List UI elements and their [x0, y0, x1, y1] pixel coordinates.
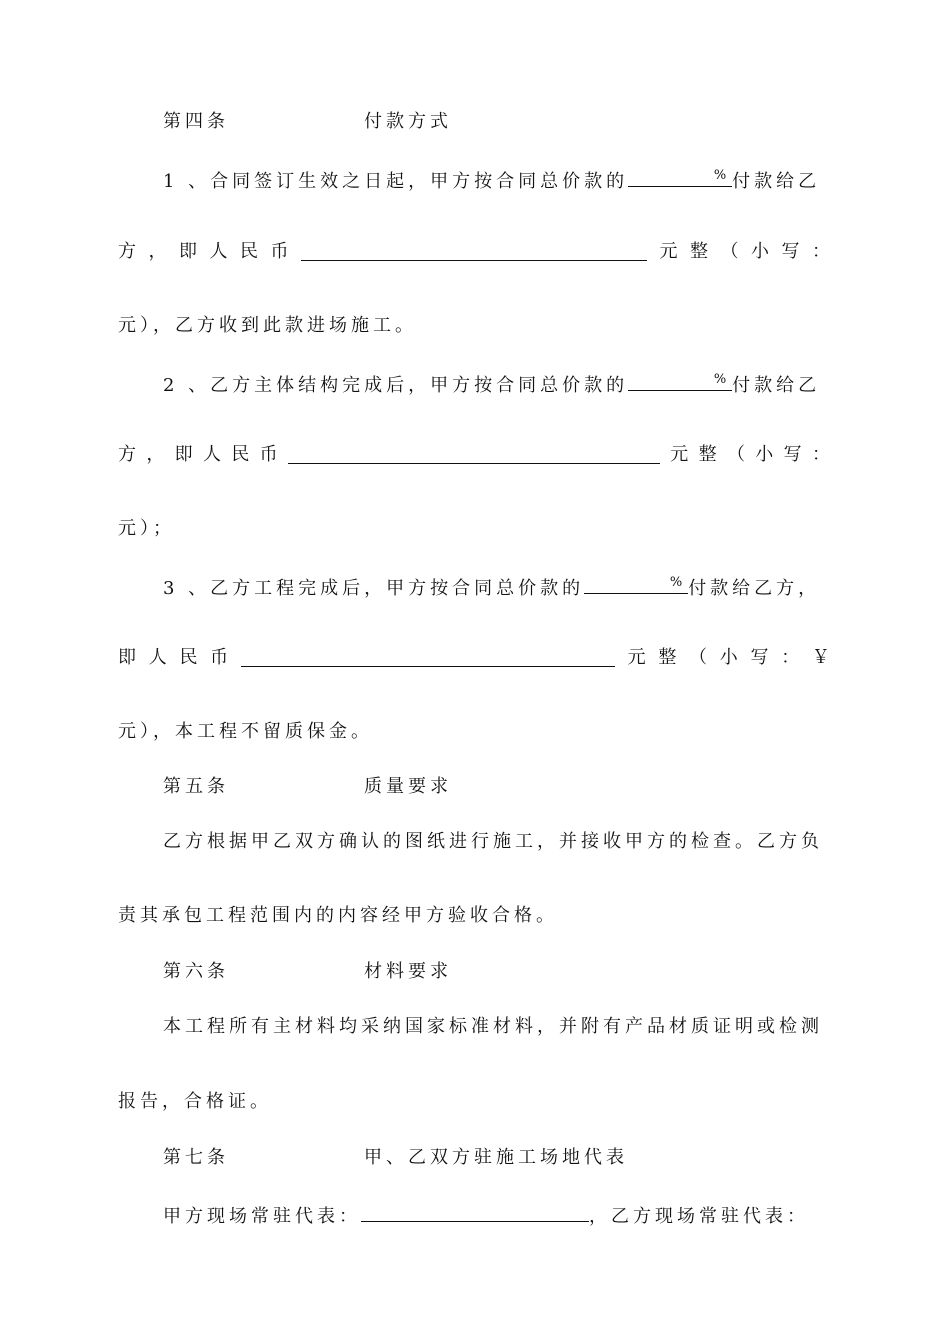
article6-para-line2: 报告，合格证。 — [118, 1091, 272, 1112]
article5-para-line1: 乙方根据甲乙双方确认的图纸进行施工，并接收甲方的检查。乙方负 — [163, 831, 823, 852]
article-title: 材料要求 — [364, 961, 452, 982]
article5-heading — [163, 775, 830, 799]
article6-heading — [163, 960, 830, 984]
representatives-line: 甲方现场常驻代表： ，乙方现场常驻代表： — [163, 1201, 830, 1229]
amount-blank[interactable] — [288, 443, 660, 464]
amount-blank[interactable] — [241, 646, 615, 667]
article-title: 甲、乙双方驻施工场地代表 — [364, 1147, 628, 1168]
article-number: 第七条 — [163, 1147, 229, 1168]
item3-line2: 即 人 民 币 元 整 （ 小 写 ： ￥ — [118, 647, 830, 668]
percent-blank[interactable]: % — [584, 573, 688, 594]
article-number: 第四条 — [163, 111, 229, 132]
item1-line3: 元），乙方收到此款进场施工。 — [118, 315, 417, 336]
yuan-symbol: ￥ — [811, 647, 830, 668]
article-title: 付款方式 — [364, 111, 452, 132]
article7-heading — [163, 1146, 830, 1170]
article5-para-line2: 责其承包工程范围内的内容经甲方验收合格。 — [118, 905, 558, 926]
amount-blank[interactable] — [301, 240, 647, 261]
item2-line3: 元）； — [118, 518, 175, 539]
item3-line1: 3 、乙方工程完成后，甲方按合同总价款的 % 付款给乙方， — [163, 575, 821, 599]
item3-line3: 元），本工程不留质保金。 — [118, 721, 373, 742]
article-title: 质量要求 — [364, 776, 452, 797]
percent-blank[interactable]: % — [628, 370, 732, 391]
percent-blank[interactable]: % — [628, 166, 732, 187]
article6-para-line1: 本工程所有主材料均采纳国家标准材料，并附有产品材质证明或检测 — [163, 1016, 823, 1037]
article-number: 第五条 — [163, 776, 229, 797]
item2-line2: 方 ， 即 人 民 币 元 整 （ 小 写 ： — [118, 444, 830, 465]
item1-line1: 1 、合同签订生效之日起，甲方按合同总价款的 % 付款给乙 — [163, 168, 821, 192]
article-number: 第六条 — [163, 961, 229, 982]
item1-line2: 方 ， 即 人 民 币 元 整 （ 小 写 ： — [118, 241, 830, 262]
party-a-rep-blank[interactable] — [361, 1201, 589, 1222]
article4-heading — [163, 110, 830, 134]
item2-line1: 2 、乙方主体结构完成后，甲方按合同总价款的 % 付款给乙 — [163, 372, 821, 396]
